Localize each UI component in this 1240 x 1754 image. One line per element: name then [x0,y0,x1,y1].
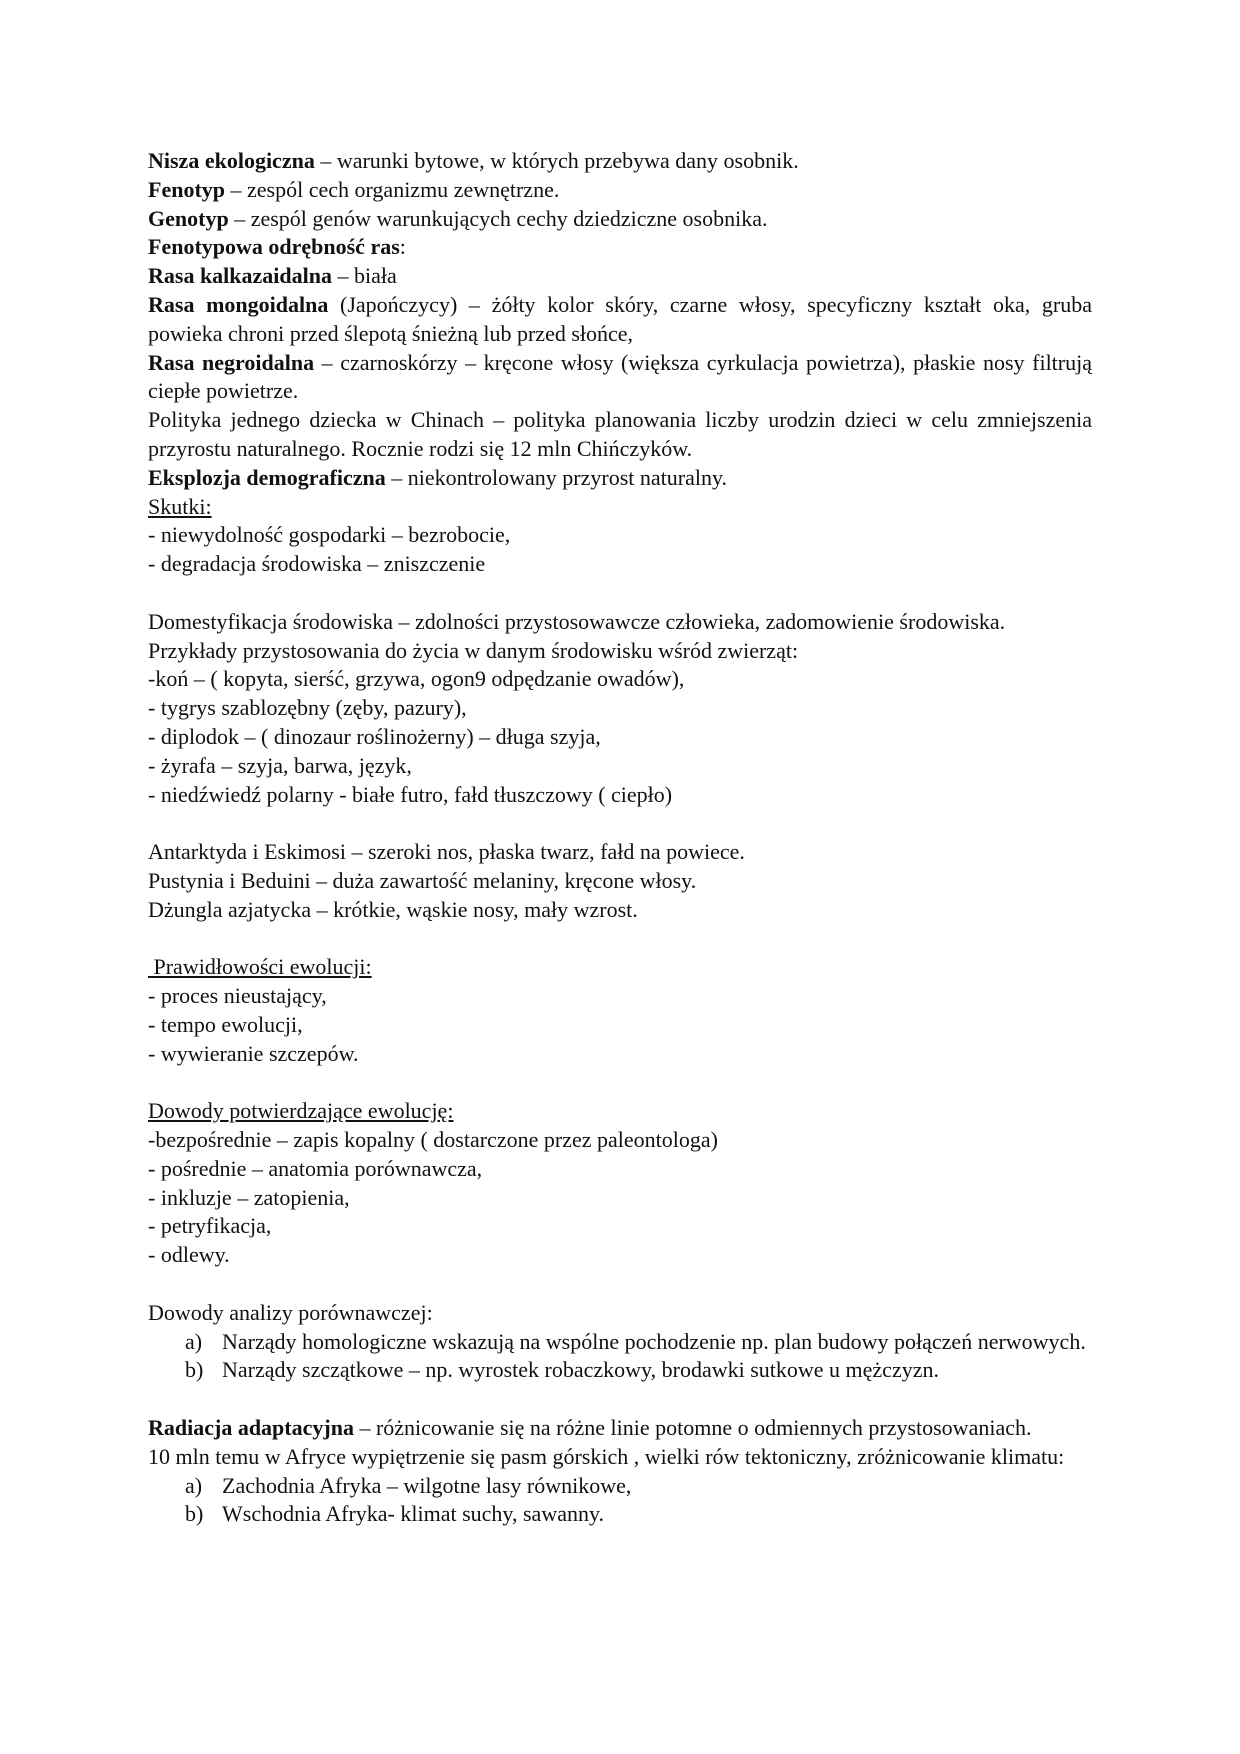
definition-text: : [399,234,406,260]
paragraph-przyklady-intro: Przykłady przystosowania do życia w danym środowisku wśród zwierząt: [148,637,799,663]
term-kalkazaidalna: Rasa kalkazaidalna [148,263,332,289]
definition-rasa-mongoidalna [148,291,1092,349]
list-item: - petryfikacja, [148,1213,272,1239]
spacer [148,1270,1092,1299]
list-item-text: Wschodnia Afryka- klimat suchy, sawanny. [222,1501,605,1527]
ordered-list-item [148,1472,1092,1501]
definition-nisza [148,147,1092,176]
list-item: -bezpośrednie – zapis kopalny ( dostarczone przez paleontologa) [148,1127,718,1153]
heading-prawidlowosci [148,953,1092,982]
definition-rasa-negroidalna [148,349,1092,407]
definition-radiacja [148,1414,1092,1443]
heading-skutki: Skutki: [148,493,212,519]
list-item: - odlewy. [148,1242,230,1268]
definition-text: – niekontrolowany przyrost naturalny. [385,464,728,490]
heading-odrebnosc-ras [148,233,1092,262]
list-item: - żyrafa – szyja, barwa, język, [148,752,412,778]
list-item: - diplodok – ( dinozaur roślinożerny) – długa szyja, [148,723,601,749]
paragraph-polityka-chiny: Polityka jednego dziecka w Chinach – polityka planowania liczby urodzin dzieci w celu zmniejszenia przyrostu naturalnego. Rocznie rodzi się 12 mln Chińczyków. [148,407,1092,461]
definition-genotyp [148,205,1092,234]
text-line: Dżungla azjatycka – krótkie, wąskie nosy, mały wzrost. [148,896,638,922]
definition-eksplozja [148,464,1092,493]
list-item: - niewydolność gospodarki – bezrobocie, [148,522,511,548]
list-item: - inkluzje – zatopienia, [148,1184,350,1210]
term-odrebnosc: Fenotypowa odrębność ras [148,234,400,260]
heading-dowody-analizy: Dowody analizy porównawczej: [148,1299,433,1325]
ordered-list-item [148,1356,1092,1385]
list-item-text: Narządy homologiczne wskazują na wspólne pochodzenie np. plan budowy połączeń nerwowych. [222,1328,1086,1354]
text-line: Antarktyda i Eskimosi – szeroki nos, płaska twarz, fałd na powiece. [148,839,745,865]
ordered-list-item [148,1500,1092,1529]
ordered-list-item [148,1328,1092,1357]
heading-dowody: Dowody potwierdzające ewolucję: [148,1098,454,1124]
spacer [148,809,1092,838]
list-item: - degradacja środowiska – zniszczenie [148,551,486,577]
definition-text: – zespól cech organizmu zewnętrzne. [225,176,560,202]
spacer [148,1069,1092,1098]
heading-text: Prawidłowości ewolucji: [148,954,372,980]
text-line: Pustynia i Beduini – duża zawartość melaniny, kręcone włosy. [148,867,697,893]
term-radiacja: Radiacja adaptacyjna [148,1415,354,1441]
paragraph-domestyfikacja: Domestyfikacja środowiska – zdolności przystosowawcze człowieka, zadomowienie środowiska. [148,608,1006,634]
term-fenotyp: Fenotyp [148,176,225,202]
spacer [148,579,1092,608]
term-mongoidalna: Rasa mongoidalna [148,291,329,317]
list-item: - tempo ewolucji, [148,1011,303,1037]
paragraph-afryka: 10 mln temu w Afryce wypiętrzenie się pasm górskich , wielki rów tektoniczny, zróżnicowanie klimatu: [148,1443,1065,1469]
definition-text: – biała [332,263,397,289]
list-item: -koń – ( kopyta, sierść, grzywa, ogon9 odpędzanie owadów), [148,666,685,692]
list-item: - wywieranie szczepów. [148,1040,359,1066]
list-item: - tygrys szablozębny (zęby, pazury), [148,695,467,721]
list-item-text: Zachodnia Afryka – wilgotne lasy równikowe, [222,1472,632,1498]
list-marker: a) [185,1472,203,1498]
list-item: - niedźwiedź polarny - białe futro, fałd tłuszczowy ( ciepło) [148,781,673,807]
spacer [148,925,1092,954]
definition-text: – czarnoskórzy – kręcone włosy (większa cyrkulacja powietrza), płaskie nosy filtrują ciepłe powietrze. [148,349,1092,404]
term-negroidalna: Rasa negroidalna [148,349,315,375]
list-marker: a) [185,1328,203,1354]
list-item-text: Narządy szczątkowe – np. wyrostek robaczkowy, brodawki sutkowe u mężczyzn. [222,1357,939,1383]
list-marker: b) [185,1357,204,1383]
list-marker: b) [185,1501,204,1527]
list-item: - pośrednie – anatomia porównawcza, [148,1155,483,1181]
definition-fenotyp [148,176,1092,205]
definition-text: – warunki bytowe, w których przebywa dany osobnik. [314,148,799,173]
definition-text: – zespól genów warunkujących cechy dziedziczne osobnika. [228,205,768,231]
list-item: - proces nieustający, [148,983,327,1009]
definition-text: (Japończycy) – żółty kolor skóry, czarne włosy, specyficzny kształt oka, gruba powieka chroni przed ślepotą śnieżną lub przed słońce, [148,291,1092,346]
spacer [148,1385,1092,1414]
definition-text: – różnicowanie się na różne linie potomne o odmiennych przystosowaniach. [353,1415,1032,1441]
term-genotyp: Genotyp [148,205,229,231]
definition-rasa-kalkazaidalna [148,262,1092,291]
term-eksplozja: Eksplozja demograficzna [148,464,386,490]
term-nisza: Nisza ekologiczna [148,148,315,173]
